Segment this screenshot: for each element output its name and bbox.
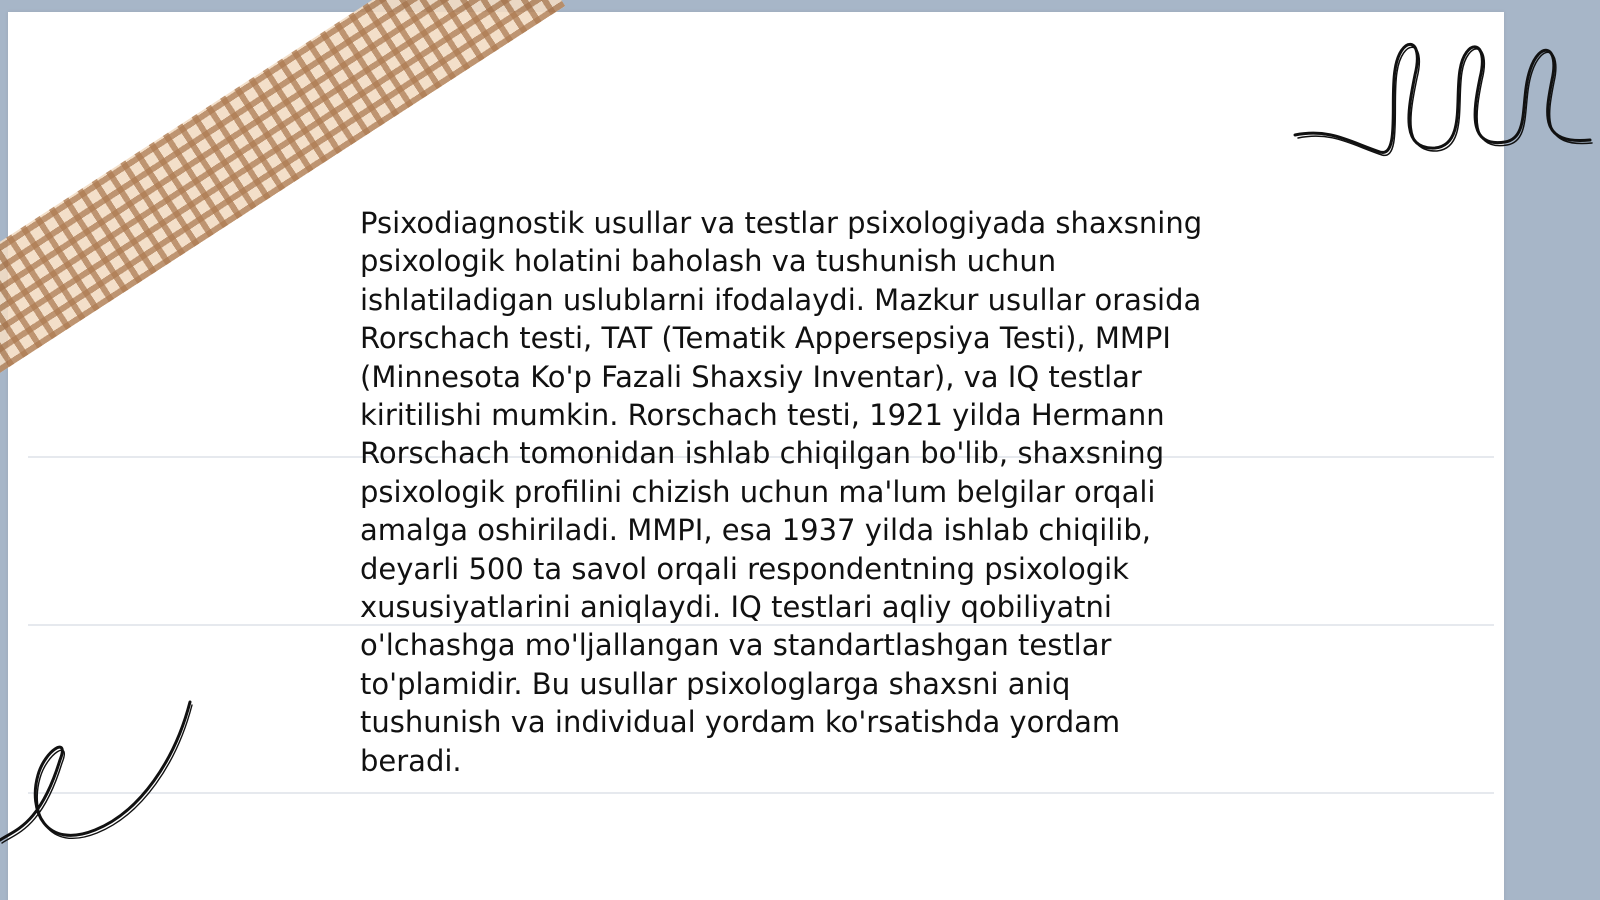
text-line: tushunish va individual yordam ko'rsatishda yordam (360, 705, 1121, 740)
text-line: deyarli 500 ta savol orqali respondentning psixologik (360, 551, 1129, 586)
text-line: kiritilishi mumkin. Rorschach testi, 1921 yilda Hermann (360, 398, 1165, 433)
loop-squiggle-icon (1290, 30, 1600, 170)
ruled-line (28, 792, 1494, 794)
text-line: (Minnesota Ko'p Fazali Shaxsiy Inventar), va IQ testlar (360, 359, 1142, 394)
loop-check-squiggle-icon (0, 700, 200, 850)
text-line: Rorschach testi, TAT (Tematik Appersepsiya Testi), MMPI (360, 321, 1171, 356)
text-line: beradi. (360, 743, 462, 778)
text-line: o'lchashga mo'ljallangan va standartlashgan testlar (360, 628, 1112, 663)
body-paragraph (360, 204, 1280, 780)
text-line: to'plamidir. Bu usullar psixologlarga shaxsni aniq (360, 666, 1071, 701)
text-line: Psixodiagnostik usullar va testlar psixologiyada shaxsning (360, 206, 1203, 240)
text-line: psixologik profilini chizish uchun ma'lum belgilar orqali (360, 474, 1156, 509)
text-line: amalga oshiriladi. MMPI, esa 1937 yilda ishlab chiqilib, (360, 513, 1151, 548)
text-line: xususiyatlarini aniqlaydi. IQ testlari aqliy qobiliyatni (360, 590, 1112, 625)
text-line: Rorschach tomonidan ishlab chiqilgan bo'lib, shaxsning (360, 436, 1165, 471)
text-line: psixologik holatini baholash va tushunish uchun (360, 244, 1057, 279)
text-line: ishlatiladigan uslublarni ifodalaydi. Mazkur usullar orasida (360, 282, 1202, 317)
